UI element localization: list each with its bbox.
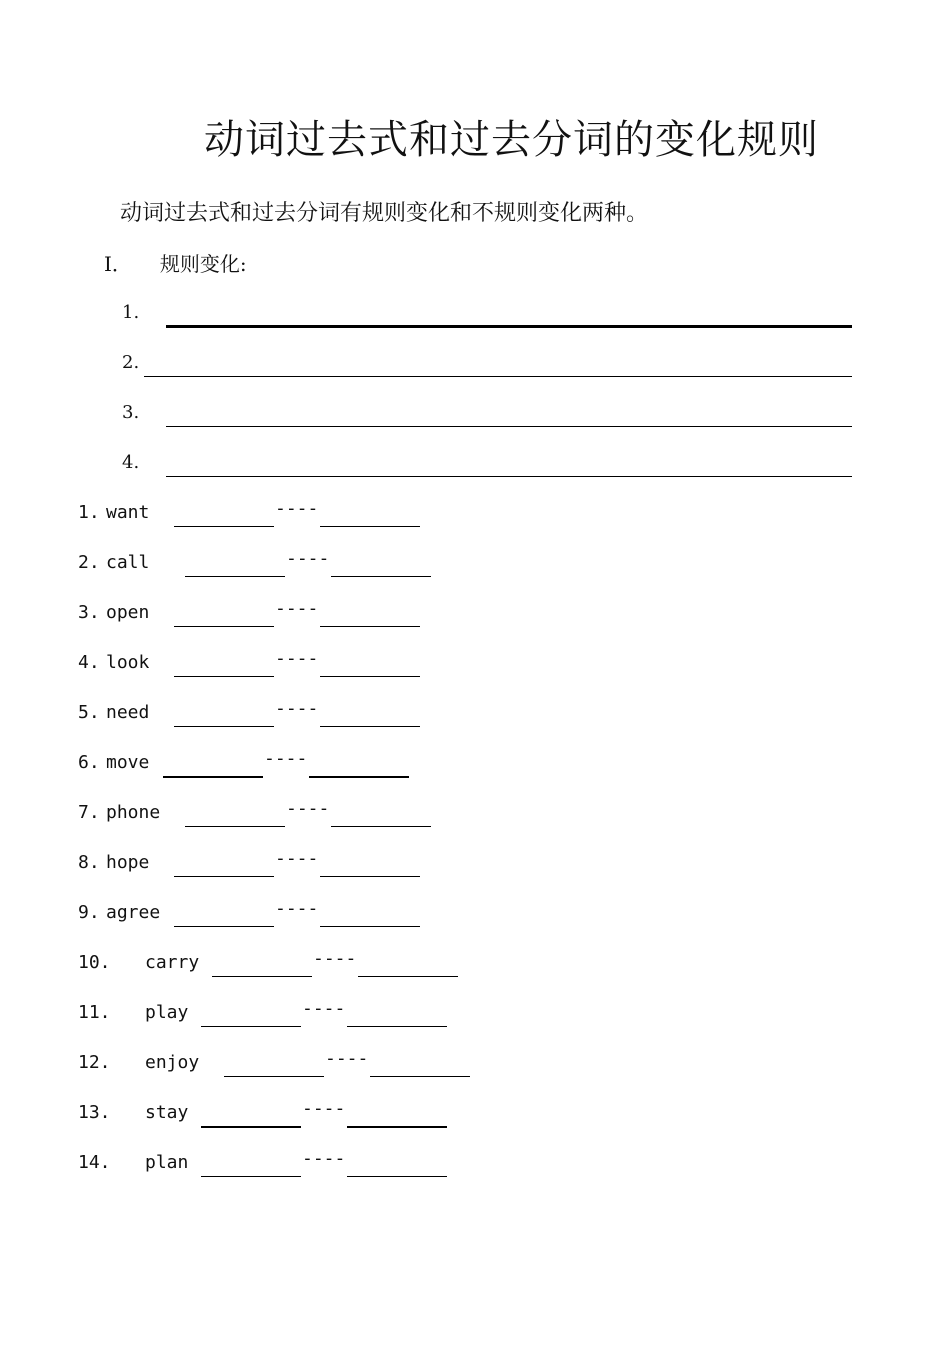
separator: ----	[264, 748, 308, 769]
exercise-word: want	[106, 502, 150, 523]
exercise-item	[0, 648, 950, 692]
exercise-number: 1.	[78, 502, 100, 523]
exercise-item	[0, 598, 950, 642]
exercise-item	[0, 698, 950, 742]
exercise-item	[0, 1048, 950, 1092]
exercise-word: look	[106, 652, 150, 673]
exercise-word: enjoy	[145, 1052, 200, 1073]
past-tense-blank[interactable]	[174, 726, 274, 727]
exercise-number: 2.	[78, 552, 100, 573]
past-tense-blank[interactable]	[174, 526, 274, 527]
rule-number: 2.	[122, 352, 140, 373]
rule-line-3	[0, 402, 950, 442]
past-participle-blank[interactable]	[320, 726, 420, 727]
separator: ----	[325, 1048, 369, 1069]
exercise-number: 4.	[78, 652, 100, 673]
past-participle-blank[interactable]	[320, 876, 420, 877]
separator: ----	[275, 498, 319, 519]
past-participle-blank[interactable]	[320, 676, 420, 677]
fill-line[interactable]	[144, 376, 852, 377]
exercise-item	[0, 1148, 950, 1192]
separator: ----	[286, 798, 330, 819]
separator: ----	[302, 1148, 346, 1169]
section-heading	[104, 248, 247, 277]
past-tense-blank[interactable]	[201, 1176, 301, 1177]
past-tense-blank[interactable]	[201, 1026, 301, 1027]
past-tense-blank[interactable]	[185, 826, 285, 827]
past-tense-blank[interactable]	[174, 676, 274, 677]
exercise-number: 9.	[78, 902, 100, 923]
rule-line-2	[0, 352, 950, 392]
exercise-word: play	[145, 1002, 189, 1023]
past-tense-blank[interactable]	[174, 926, 274, 927]
exercise-item	[0, 848, 950, 892]
exercise-word: phone	[106, 802, 161, 823]
exercise-item	[0, 798, 950, 842]
separator: ----	[302, 1098, 346, 1119]
exercise-word: stay	[145, 1102, 189, 1123]
rule-number: 3.	[122, 402, 140, 423]
exercise-number: 6.	[78, 752, 100, 773]
separator: ----	[275, 848, 319, 869]
past-participle-blank[interactable]	[347, 1026, 447, 1027]
exercise-number: 11.	[78, 1002, 111, 1023]
exercise-number: 13.	[78, 1102, 111, 1123]
separator: ----	[313, 948, 357, 969]
past-participle-blank[interactable]	[358, 976, 458, 977]
past-tense-blank[interactable]	[185, 576, 285, 577]
rule-line-1	[0, 302, 950, 342]
exercise-item	[0, 498, 950, 542]
separator: ----	[275, 648, 319, 669]
exercise-word: hope	[106, 852, 150, 873]
past-tense-blank[interactable]	[212, 976, 312, 977]
exercise-number: 12.	[78, 1052, 111, 1073]
past-tense-blank[interactable]	[201, 1126, 301, 1128]
rule-number: 4.	[122, 452, 140, 473]
past-participle-blank[interactable]	[320, 926, 420, 927]
past-tense-blank[interactable]	[163, 776, 263, 778]
fill-line[interactable]	[166, 476, 852, 477]
past-tense-blank[interactable]	[174, 876, 274, 877]
fill-line[interactable]	[166, 325, 852, 328]
separator: ----	[286, 548, 330, 569]
exercise-word: carry	[145, 952, 200, 973]
separator: ----	[275, 598, 319, 619]
exercise-word: open	[106, 602, 150, 623]
exercise-word: move	[106, 752, 150, 773]
section-label: 规则变化:	[159, 252, 247, 276]
fill-line[interactable]	[166, 426, 852, 427]
exercise-word: plan	[145, 1152, 189, 1173]
exercise-word: call	[106, 552, 150, 573]
exercise-number: 10.	[78, 952, 111, 973]
past-tense-blank[interactable]	[174, 626, 274, 627]
rule-line-4	[0, 452, 950, 492]
exercise-word: agree	[106, 902, 161, 923]
separator: ----	[275, 698, 319, 719]
exercise-item	[0, 748, 950, 792]
past-participle-blank[interactable]	[320, 526, 420, 527]
exercise-number: 5.	[78, 702, 100, 723]
exercise-item	[0, 948, 950, 992]
exercise-word: need	[106, 702, 150, 723]
intro-text: 动词过去式和过去分词有规则变化和不规则变化两种。	[120, 201, 649, 226]
exercise-item	[0, 998, 950, 1042]
past-participle-blank[interactable]	[309, 776, 409, 778]
past-participle-blank[interactable]	[347, 1126, 447, 1128]
past-tense-blank[interactable]	[224, 1076, 324, 1077]
past-participle-blank[interactable]	[320, 626, 420, 627]
rule-number: 1.	[122, 302, 140, 323]
past-participle-blank[interactable]	[370, 1076, 470, 1077]
exercise-number: 7.	[78, 802, 100, 823]
separator: ----	[275, 898, 319, 919]
exercise-item	[0, 548, 950, 592]
exercise-number: 14.	[78, 1152, 111, 1173]
exercise-number: 3.	[78, 602, 100, 623]
past-participle-blank[interactable]	[331, 576, 431, 577]
past-participle-blank[interactable]	[347, 1176, 447, 1177]
separator: ----	[302, 998, 346, 1019]
exercise-item	[0, 898, 950, 942]
exercise-number: 8.	[78, 852, 100, 873]
past-participle-blank[interactable]	[331, 826, 431, 827]
exercise-item	[0, 1098, 950, 1142]
page-title: 动词过去式和过去分词的变化规则	[204, 117, 819, 163]
section-numeral: I．	[104, 252, 132, 276]
